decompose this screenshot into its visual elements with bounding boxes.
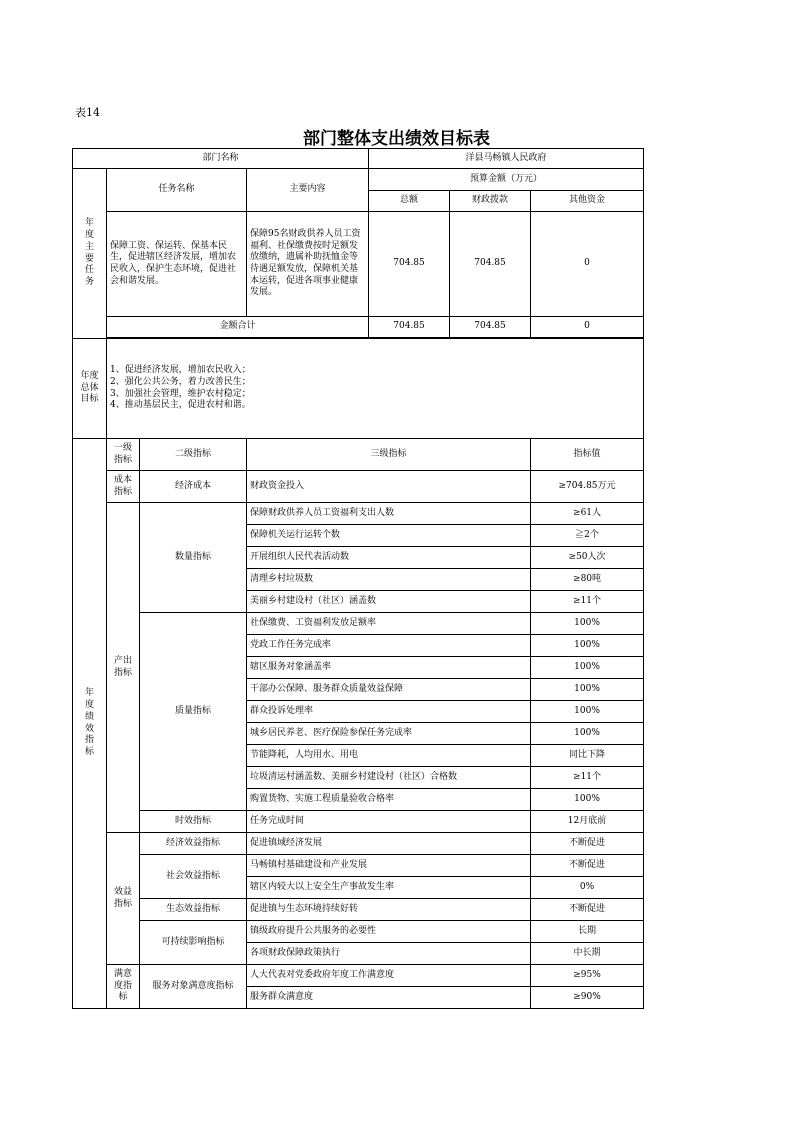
indicator-name: 保障机关运行运转个数 (247, 525, 531, 547)
task-fiscal: 704.85 (450, 212, 531, 317)
dept-value: 洋县马畅镇人民政府 (369, 149, 644, 169)
cost-row (73, 471, 644, 503)
table-row (73, 613, 644, 635)
table-row (73, 899, 644, 921)
table-row (73, 833, 644, 855)
table-row (73, 965, 644, 987)
col-task-name: 任务名称 (107, 169, 247, 212)
table-row (73, 503, 644, 525)
sum-total: 704.85 (369, 317, 450, 338)
goals-text: 1、促进经济发展，增加农民收入； 2、强化公共公务，着力改善民生； 3、加强社会管理，维护农村稳定； 4、推动基层民主，促进农村和谐。 (107, 339, 644, 439)
task-header-row (73, 169, 644, 191)
satisfaction-label: 服务对象满意度指标 (140, 965, 247, 1009)
col-total: 总额 (369, 191, 450, 212)
task-other: 0 (531, 212, 644, 317)
indicator-name: 促进镇与生态环境持续好转 (247, 899, 531, 921)
goals-section-label: 年度 总体 目标 (73, 339, 107, 439)
indicator-value: ≥11个 (531, 767, 644, 789)
indicator-name: 促进镇域经济发展 (247, 833, 531, 855)
indicator-name: 保障财政供养人员工资福利支出人数 (247, 503, 531, 525)
indicator-value: 12月底前 (531, 811, 644, 833)
indicator-value: 100% (531, 679, 644, 701)
indicator-value: 100% (531, 789, 644, 811)
col-other: 其他资金 (531, 191, 644, 212)
social-label: 社会效益指标 (140, 855, 247, 899)
indicator-value: 长期 (531, 921, 644, 943)
indicator-value: ≥50人次 (531, 547, 644, 569)
task-name-cell: 保障工资、保运转、保基本民生，促进辖区经济发展，增加农民收入，保护生态环境，促进社会和谐发展。 (107, 212, 247, 317)
task-total: 704.85 (369, 212, 450, 317)
cost-value: ≥704.85万元 (531, 471, 644, 503)
indicator-name: 美丽乡村建设村（社区）涵盖数 (247, 591, 531, 613)
dept-label: 部门名称 (73, 149, 369, 169)
indicator-value: ≥61人 (531, 503, 644, 525)
indicator-value: 100% (531, 657, 644, 679)
tasks-section-label: 年 度 主 要 任 务 (73, 169, 107, 339)
col-fiscal: 财政拨款 (450, 191, 531, 212)
benefit-label: 效益 指标 (107, 833, 140, 965)
indicator-value: 100% (531, 635, 644, 657)
indicator-name: 社保缴费、工资福利发放足额率 (247, 613, 531, 635)
indicator-name: 城乡居民养老、医疗保险参保任务完成率 (247, 723, 531, 745)
indicator-value: 0% (531, 877, 644, 899)
indicator-value: 100% (531, 723, 644, 745)
indicator-value: 100% (531, 613, 644, 635)
sheet-label: 表14 (75, 106, 100, 119)
sum-other: 0 (531, 317, 644, 338)
indicator-header-row (73, 439, 644, 471)
timeliness-row (73, 811, 644, 833)
indicator-name: 人大代表对党委政府年度工作满意度 (247, 965, 531, 987)
indicator-name: 干部办公保障、服务群众质量效益保障 (247, 679, 531, 701)
indicator-name: 清理乡村垃圾数 (247, 569, 531, 591)
ecological-label: 生态效益指标 (140, 899, 247, 921)
indicator-name: 购置货物、实施工程质量验收合格率 (247, 789, 531, 811)
task-content-cell: 保障95名财政供养人员工资福利、社保缴费按时足额发放缴纳，遗属补助抚恤金等待遇足额发放，保障机关基本运转，促进各项事业健康发展。 (247, 212, 369, 317)
quantity-label: 数量指标 (140, 503, 247, 613)
indicator-name: 马畅镇村基础建设和产业发展 (247, 855, 531, 877)
indicator-value: 不断促进 (531, 899, 644, 921)
goals-row (73, 339, 644, 439)
indicator-value: 同比下降 (531, 745, 644, 767)
output-label: 产出 指标 (107, 503, 140, 833)
indicators-section-label: 年 度 绩 效 指 标 (73, 439, 107, 1009)
task-row (73, 212, 644, 317)
sum-label: 金额合计 (107, 317, 369, 338)
indicator-name: 辖区内较大以上安全生产事故发生率 (247, 877, 531, 899)
cost-sub-label: 经济成本 (140, 471, 247, 503)
cost-label: 成本 指标 (107, 471, 140, 503)
indicator-value: 不断促进 (531, 833, 644, 855)
col-level3: 三级指标 (247, 439, 531, 471)
col-level1: 一级 指标 (107, 439, 140, 471)
sustainable-label: 可持续影响指标 (140, 921, 247, 965)
indicator-value: ≥80吨 (531, 569, 644, 591)
sum-row (73, 317, 644, 338)
col-budget: 预算金额（万元） (369, 169, 644, 191)
indicator-name: 垃圾清运村涵盖数、美丽乡村建设村（社区）合格数 (247, 767, 531, 789)
indicator-value: ≥90% (531, 987, 644, 1009)
indicator-value: 中长期 (531, 943, 644, 965)
col-main-content: 主要内容 (247, 169, 369, 212)
indicator-name: 党政工作任务完成率 (247, 635, 531, 657)
indicator-value: 不断促进 (531, 855, 644, 877)
indicator-name: 服务群众满意度 (247, 987, 531, 1009)
satisfaction-section-label: 满意 度指 标 (107, 965, 140, 1009)
table-row (73, 921, 644, 943)
indicator-name: 各项财政保障政策执行 (247, 943, 531, 965)
indicator-name: 开展组织人民代表活动数 (247, 547, 531, 569)
indicator-value: ≧2个 (531, 525, 644, 547)
cost-item: 财政资金投入 (247, 471, 531, 503)
indicator-name: 任务完成时间 (247, 811, 531, 833)
indicator-name: 镇级政府提升公共服务的必要性 (247, 921, 531, 943)
indicator-value: ≥95% (531, 965, 644, 987)
page-title: 部门整体支出绩效目标表 (303, 129, 490, 149)
table-row (73, 855, 644, 877)
col-value: 指标值 (531, 439, 644, 471)
col-level2: 二级指标 (140, 439, 247, 471)
indicator-value: ≥11个 (531, 591, 644, 613)
quality-label: 质量指标 (140, 613, 247, 811)
indicator-name: 群众投诉处理率 (247, 701, 531, 723)
timeliness-label: 时效指标 (140, 811, 247, 833)
economic-label: 经济效益指标 (140, 833, 247, 855)
indicator-name: 节能降耗，人均用水、用电 (247, 745, 531, 767)
performance-table (72, 148, 644, 1009)
indicator-value: 100% (531, 701, 644, 723)
dept-row (73, 149, 644, 169)
sum-fiscal: 704.85 (450, 317, 531, 338)
indicator-name: 辖区服务对象涵盖率 (247, 657, 531, 679)
